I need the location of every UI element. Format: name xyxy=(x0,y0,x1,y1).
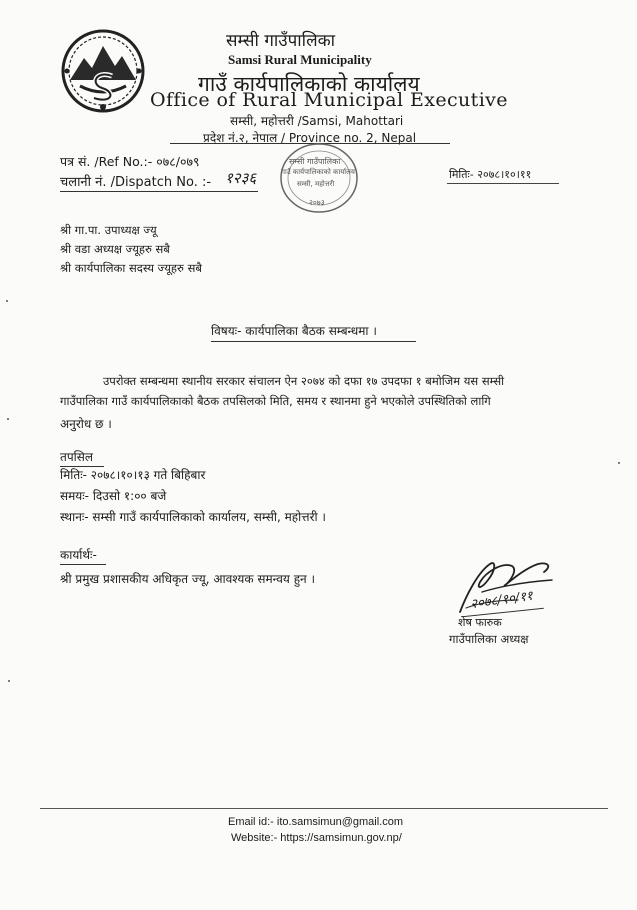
schedule-date: मितिः- २०७८।१०।१३ गते बिहिबार xyxy=(60,468,206,482)
dispatch-label: चलानी नं. /Dispatch No. :- xyxy=(60,175,212,190)
date-underline xyxy=(447,183,559,184)
date-value: २०७८।१०।११ xyxy=(477,168,532,181)
action-heading-underline xyxy=(60,564,106,565)
schedule-place: स्थानः- सम्सी गाउँ कार्यपालिकाको कार्यालय, सम्सी, महोत्तरी । xyxy=(60,510,326,524)
subject: विषयः- कार्यपालिका बैठक सम्बन्धमा । xyxy=(211,324,377,338)
office-stamp xyxy=(277,140,361,218)
signatory-name: शेष फारुक xyxy=(458,616,502,629)
municipality-emblem xyxy=(60,28,146,118)
municipality-name-nepali: सम्सी गाउँपालिका xyxy=(226,31,336,51)
letter-date xyxy=(449,167,531,182)
scan-speck xyxy=(7,418,9,420)
recipient-2: श्री वडा अध्यक्ष ज्यूहरु सबै xyxy=(60,242,170,256)
scan-speck xyxy=(618,462,620,464)
signed-date: २०७८/१०/११ xyxy=(469,588,534,613)
recipient-3: श्री कार्यपालिका सदस्य ज्यूहरु सबै xyxy=(60,261,202,275)
ref-value: ०७८/०७९ xyxy=(156,154,200,169)
municipality-name-english: Samsi Rural Municipality xyxy=(228,52,372,67)
dispatch-underline xyxy=(60,191,258,192)
dispatch-number: १२३६ xyxy=(225,169,257,187)
body-line-2: गाउँपालिका गाउँ कार्यपालिकाको बैठक तपसिलको मिति, समय र स्थानमा हुने भएकोले उपस्थितिको लागि xyxy=(60,394,491,408)
scan-speck xyxy=(8,680,10,682)
footer-divider xyxy=(40,808,608,809)
office-name-english: Office of Rural Municipal Executive xyxy=(150,89,508,111)
schedule-heading: तपसिल xyxy=(60,450,94,464)
subject-underline xyxy=(211,341,416,342)
schedule-time: समयः- दिउसो १:०० बजे xyxy=(60,489,167,503)
date-label: मितिः- xyxy=(449,168,474,181)
ref-label: पत्र सं. /Ref No.:- xyxy=(60,154,153,169)
body-line-1: उपरोक्त सम्बन्धमा स्थानीय सरकार संचालन ऐन २०७४ को दफा १७ उपदफा १ बमोजिम यस सम्सी xyxy=(103,374,505,388)
footer-email: Email id:- ito.samsimun@gmail.com xyxy=(228,816,403,828)
body-line-3: अनुरोध छ । xyxy=(60,417,112,431)
signatory-title: गाउँपालिका अध्यक्ष xyxy=(449,632,529,646)
ref-no xyxy=(60,153,199,170)
stamp-year: २०७३ xyxy=(309,198,325,207)
stamp-line-3: सम्सी, महोत्तरी xyxy=(297,180,335,188)
stamp-line-1: सम्सी गाउँपालिका xyxy=(289,157,341,166)
province-line: प्रदेश नं.२, नेपाल / Province no. 2, Nepal xyxy=(203,131,417,145)
scan-speck xyxy=(6,300,8,302)
stamp-line-2: गाउँ कार्यपालिकाको कार्यालय xyxy=(281,168,355,176)
office-name-nepali: गाउँ कार्यपालिकाको कार्यालय xyxy=(198,72,420,96)
action-line: श्री प्रमुख प्रशासकीय अधिकृत ज्यू, आवश्यक समन्वय हुन । xyxy=(60,572,316,586)
action-heading: कार्यार्थः- xyxy=(60,548,97,562)
recipient-1: श्री गा.पा. उपाध्यक्ष ज्यू xyxy=(60,223,157,237)
location-line: सम्सी, महोत्तरी /Samsi, Mahottari xyxy=(230,114,404,128)
footer-website: Website:- https://samsimun.gov.np/ xyxy=(231,832,402,844)
